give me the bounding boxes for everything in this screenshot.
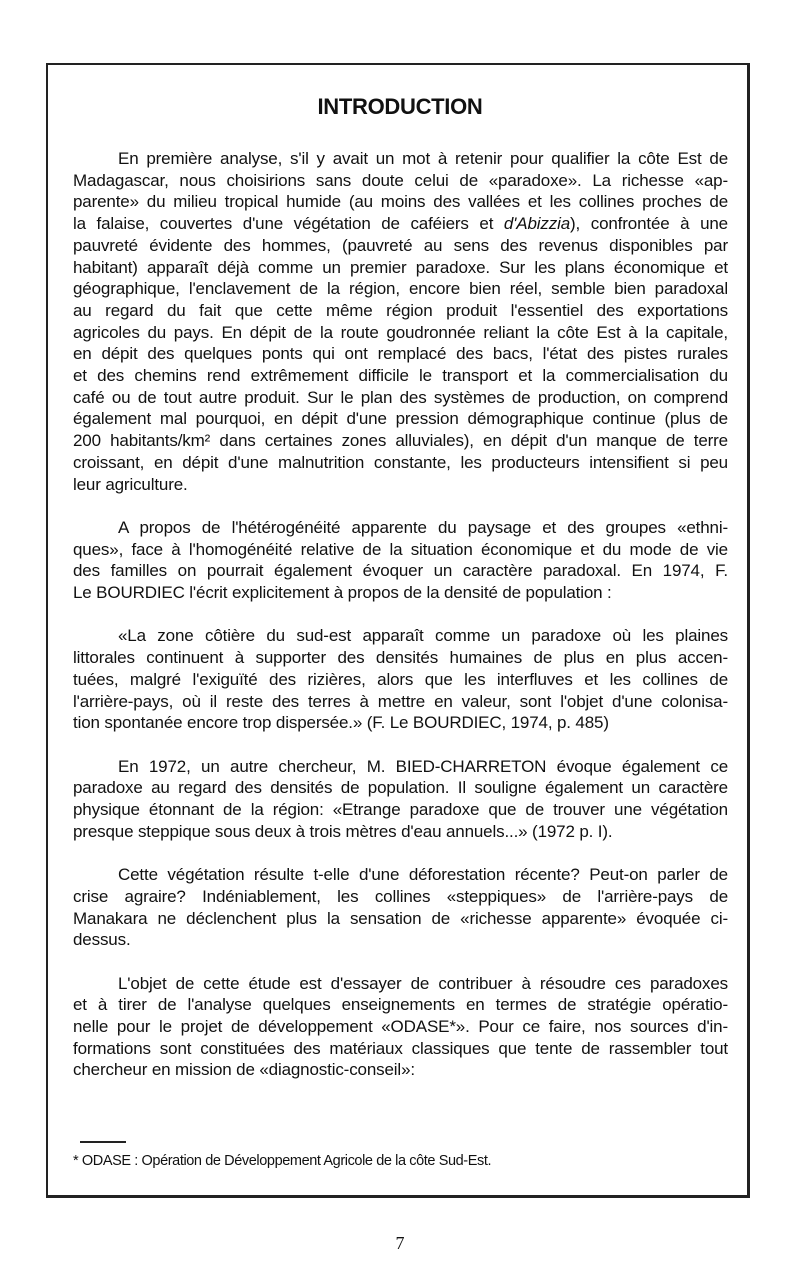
paragraph [73, 864, 728, 951]
text-line: chercheur en mission de «diagnostic-conseil»: [73, 1060, 415, 1080]
text-line: tuées, malgré l'exiguïté des rizières, alors que les interfluves et les collines de [73, 669, 728, 689]
paragraph [73, 148, 728, 495]
text-line: agricoles du pays. En dépit de la route goudronnée reliant la côte Est à la capitale, [73, 322, 728, 342]
text-line: l'arrière-pays, où il reste des terres à mettre en valeur, sont l'objet d'une colonisa- [73, 691, 728, 711]
paragraph [73, 517, 728, 604]
text-line: En première analyse, s'il y avait un mot à retenir pour qualifier la côte Est de [118, 149, 728, 168]
paragraph [73, 625, 728, 734]
text-line: géographique, l'enclavement de la région, encore bien réel, semble bien paradoxal [73, 279, 728, 299]
text-line: en dépit des quelques ponts qui ont remplacé des bacs, l'état des pistes rurales [73, 344, 728, 364]
text-line: tion spontanée encore trop dispersée.» (F. Le BOURDIEC, 1974, p. 485) [73, 713, 609, 733]
text-line: croissant, en dépit d'une malnutrition constante, les producteurs intensifient si peu [73, 452, 728, 472]
text-line: «La zone côtière du sud-est apparaît comme un paradoxe où les plaines [118, 626, 728, 646]
page-number: 7 [395, 1233, 405, 1253]
text-line: physique étonnant de la région: «Etrange paradoxe que de trouver une végétation [73, 800, 728, 820]
text-line: presque steppique sous deux à trois mètres d'eau annuels...» (1972 p. I). [73, 821, 613, 841]
text-line: En 1972, un autre chercheur, M. BIED-CHARRETON évoque également ce [118, 756, 728, 776]
text-segment: la falaise, couvertes d'une végétation de caféiers et [73, 214, 504, 234]
text-line: et des chemins rend extrêmement difficile le transport et la commercialisation du [73, 366, 728, 386]
text-line: paradoxe au regard des densités de population. Il souligne également un caractère [73, 778, 728, 798]
text-line: leur agriculture. [73, 474, 188, 494]
text-line: habitant) apparaît déjà comme un premier paradoxe. Sur les plans économique et [73, 257, 728, 277]
text-line: parente» du milieu tropical humide (au moins des vallées et les collines proches de [73, 192, 728, 212]
text-line: café ou de tout autre produit. Sur le plan des systèmes de production, on comprend [73, 387, 728, 407]
text-line: L'objet de cette étude est d'essayer de contribuer à résoudre ces paradoxes [118, 973, 728, 993]
text-line: nelle pour le projet de développement «ODASE*». Pour ce faire, nos sources d'in- [73, 1017, 728, 1037]
footnote: * ODASE : Opération de Développement Agricole de la côte Sud-Est. [73, 1153, 492, 1169]
text-line [73, 213, 728, 235]
footnote-rule [80, 1141, 126, 1143]
text-line: Le BOURDIEC l'écrit explicitement à propos de la densité de population : [73, 583, 612, 603]
text-line: également mal pourquoi, en dépit d'une pression démographique continue (plus de [73, 409, 728, 429]
paragraph [73, 973, 728, 1082]
text-line: et à tirer de l'analyse quelques enseignements en termes de stratégie opératio- [73, 995, 728, 1015]
text-line: littorales continuent à supporter des densités humaines de plus en plus accen- [73, 648, 728, 668]
text-line: Madagascar, nous choisirions sans doute celui de «paradoxe». La richesse «ap- [73, 170, 728, 190]
italic-text: d'Abizzia [503, 214, 571, 234]
paragraph [73, 756, 728, 843]
page-title: INTRODUCTION [317, 94, 483, 119]
text-line: des familles on pourrait également évoquer un caractère paradoxal. En 1974, F. [73, 561, 728, 581]
text-line: crise agraire? Indéniablement, les collines «steppiques» de l'arrière-pays de [73, 886, 728, 906]
text-line: Cette végétation résulte t-elle d'une déforestation récente? Peut-on parler de [118, 865, 728, 885]
text-line: pauvreté évidente des hommes, (pauvreté au sens des revenus disponibles par [73, 235, 728, 255]
text-line: au regard du fait que cette même région produit l'essentiel des exportations [73, 300, 728, 320]
text-segment: ), confrontée à une [570, 214, 728, 234]
text-line: dessus. [73, 930, 131, 950]
text-line: ques», face à l'homogénéité relative de la situation économique et du mode de vie [73, 539, 728, 559]
text-line: formations sont constituées des matériaux classiques que tente de rassembler tout [73, 1038, 728, 1058]
text-line: 200 habitants/km² dans certaines zones alluviales), en dépit d'un manque de terre [73, 431, 728, 451]
text-line: Manakara ne déclenchent plus la sensation de «richesse apparente» évoquée ci- [73, 908, 728, 928]
text-line: A propos de l'hétérogénéité apparente du paysage et des groupes «ethni- [118, 517, 728, 537]
document-body [73, 148, 728, 1103]
